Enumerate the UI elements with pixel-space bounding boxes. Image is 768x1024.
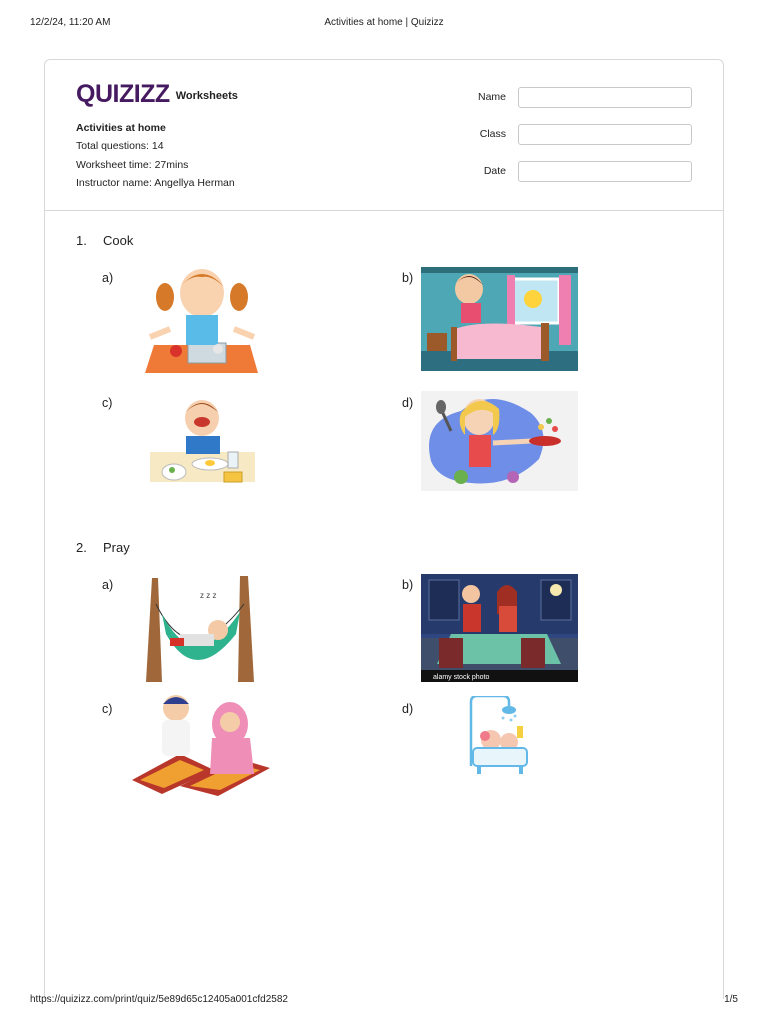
man-sleeping-in-hammock-image[interactable] [140,574,265,684]
date-field-row [446,160,692,182]
page-number: 1/5 [724,994,738,1005]
question-number: 2. [76,540,87,555]
worksheet-meta [76,119,235,192]
girl-waking-up-in-bed-image[interactable] [421,267,578,371]
question-text: Cook [103,233,134,248]
option-letter-b: b) [402,578,414,592]
question-number: 1. [76,233,87,248]
logo-product-label: Worksheets [175,90,238,102]
name-label: Name [477,91,506,103]
question-1 [76,233,133,248]
instructor-name: Instructor name: Angellya Herman [76,176,235,189]
class-label: Class [479,128,506,140]
option-letter-a: a) [102,578,114,592]
children-praying-on-mats-image[interactable] [132,694,270,796]
class-field[interactable] [518,124,692,145]
boy-eating-breakfast-image[interactable] [150,396,255,504]
girl-eating-at-table-image[interactable] [140,265,265,377]
option-letter-c: c) [102,396,113,410]
worksheet-card [44,59,724,999]
option-letter-d: d) [402,702,414,716]
worksheet-time: Worksheet time: 27mins [76,158,189,171]
name-field[interactable] [518,87,692,108]
question-text: Pray [103,540,130,555]
option-letter-d: d) [402,396,414,410]
print-url: https://quizizz.com/print/quiz/5e89d65c12405a001cfd2582 [30,994,288,1005]
date-field[interactable] [518,161,692,182]
print-page-title: Activities at home | Quizizz [324,17,444,28]
option-letter-c: c) [102,702,113,716]
total-questions: Total questions: 14 [76,140,164,153]
logo-wordmark: QUIZIZZ [76,80,170,108]
baby-bathing-in-tub-image[interactable] [463,696,533,782]
woman-cooking-with-pan-image[interactable] [421,391,578,491]
svg-text:z z z: z z z [200,591,217,600]
print-footer [30,994,738,1008]
date-label: Date [483,165,506,177]
question-2 [76,540,130,555]
quizizz-logo [76,81,238,107]
name-field-row [446,86,692,108]
worksheet-header [45,60,723,211]
class-field-row [446,123,692,145]
alamy-caption: alamy stock photo [433,674,490,681]
print-header [30,17,738,31]
option-letter-b: b) [402,271,414,285]
option-letter-a: a) [102,271,114,285]
worksheet-title: Activities at home [76,122,166,134]
print-datetime: 12/2/24, 11:20 AM [30,17,111,28]
family-dinner-at-night-image[interactable] [421,574,578,682]
